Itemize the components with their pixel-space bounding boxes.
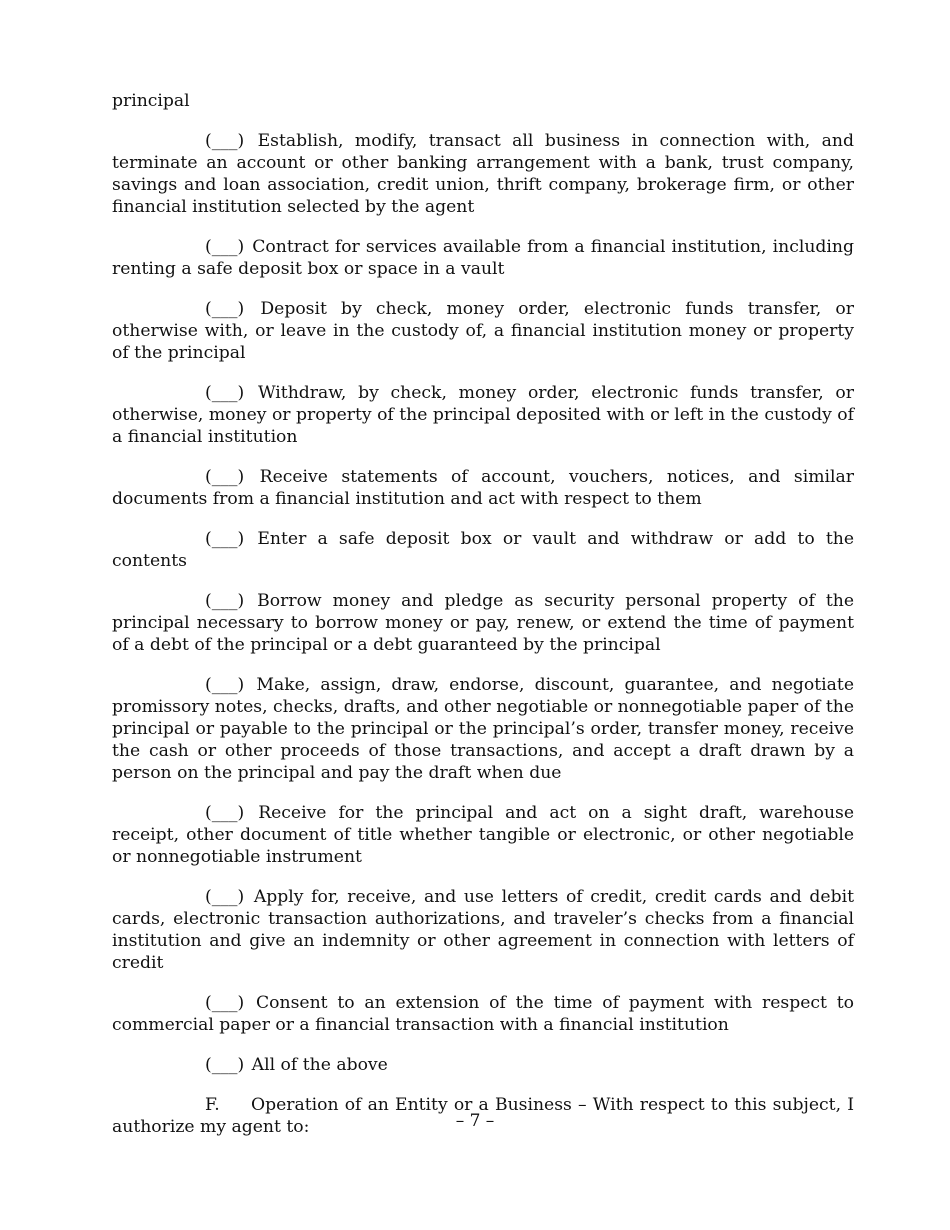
authority-item-text: Deposit by check, money order, electronic funds transfer, or otherwise with, or leave in the custody of, a financial institution money or property of the principal <box>112 299 854 363</box>
authority-item-5 <box>112 466 854 510</box>
authority-list <box>112 130 854 1076</box>
authority-item-8 <box>112 674 854 784</box>
authority-item-text: Borrow money and pledge as security personal property of the principal necessary to borrow money or pay, renew, or extend the time of payment of a debt of the principal or a debt guaranteed by the principal <box>112 591 854 655</box>
authority-item-text: Make, assign, draw, endorse, discount, guarantee, and negotiate promissory notes, checks, drafts, and other negotiable or nonnegotiable paper of the principal or payable to the principal or the principal’s order, transfer money, receive the cash or other proceeds of those transactions, and accept a draft drawn by a person on the principal and pay the draft when due <box>112 675 854 783</box>
page-number: – 7 – <box>455 1111 495 1131</box>
authority-item-text: Contract for services available from a financial institution, including renting a safe deposit box or space in a vault <box>112 237 854 279</box>
authority-item-text: All of the above <box>251 1055 388 1075</box>
authority-item-12 <box>112 1054 854 1076</box>
checkbox-blank: (___) <box>205 675 245 695</box>
checkbox-blank: (___) <box>205 383 245 403</box>
section-letter: F. <box>205 1095 220 1115</box>
checkbox-blank: (___) <box>205 131 245 151</box>
authority-item-text: Consent to an extension of the time of payment with respect to commercial paper or a financial transaction with a financial institution <box>112 993 854 1035</box>
authority-item-7 <box>112 590 854 656</box>
authority-item-text: Enter a safe deposit box or vault and withdraw or add to the contents <box>112 529 854 571</box>
authority-item-text: Withdraw, by check, money order, electronic funds transfer, or otherwise, money or property of the principal deposited with or left in the custody of a financial institution <box>112 383 854 447</box>
authority-item-9 <box>112 802 854 868</box>
checkbox-blank: (___) <box>205 299 245 319</box>
authority-item-4 <box>112 382 854 448</box>
checkbox-blank: (___) <box>205 467 245 487</box>
authority-item-text: Receive statements of account, vouchers, notices, and similar documents from a financial institution and act with respect to them <box>112 467 854 509</box>
authority-item-6 <box>112 528 854 572</box>
section-text: Operation of an Entity or a Business – With respect to this subject, I authorize my agent to: <box>112 1095 854 1137</box>
authority-item-text: Apply for, receive, and use letters of credit, credit cards and debit cards, electronic transaction authorizations, and traveler’s checks from a financial institution and give an indemnity or other agreement in connection with letters of credit <box>112 887 854 973</box>
authority-item-text: Receive for the principal and act on a sight draft, warehouse receipt, other document of title whether tangible or electronic, or other negotiable or nonnegotiable instrument <box>112 803 855 867</box>
checkbox-blank: (___) <box>205 803 245 823</box>
authority-item-3 <box>112 298 854 364</box>
checkbox-blank: (___) <box>205 993 245 1013</box>
continuation-text: principal <box>112 91 190 111</box>
authority-item-text: Establish, modify, transact all business in connection with, and terminate an account or other banking arrangement with a bank, trust company, savings and loan association, credit union, thrift company, brokerage firm, or other financial institution selected by the agent <box>112 131 854 217</box>
checkbox-blank: (___) <box>205 1055 245 1075</box>
checkbox-blank: (___) <box>205 237 245 257</box>
document-page <box>112 90 854 1138</box>
authority-item-11 <box>112 992 854 1036</box>
checkbox-blank: (___) <box>205 887 245 907</box>
authority-item-1 <box>112 130 854 218</box>
authority-item-10 <box>112 886 854 974</box>
authority-item-2 <box>112 236 854 280</box>
checkbox-blank: (___) <box>205 591 245 611</box>
checkbox-blank: (___) <box>205 529 245 549</box>
